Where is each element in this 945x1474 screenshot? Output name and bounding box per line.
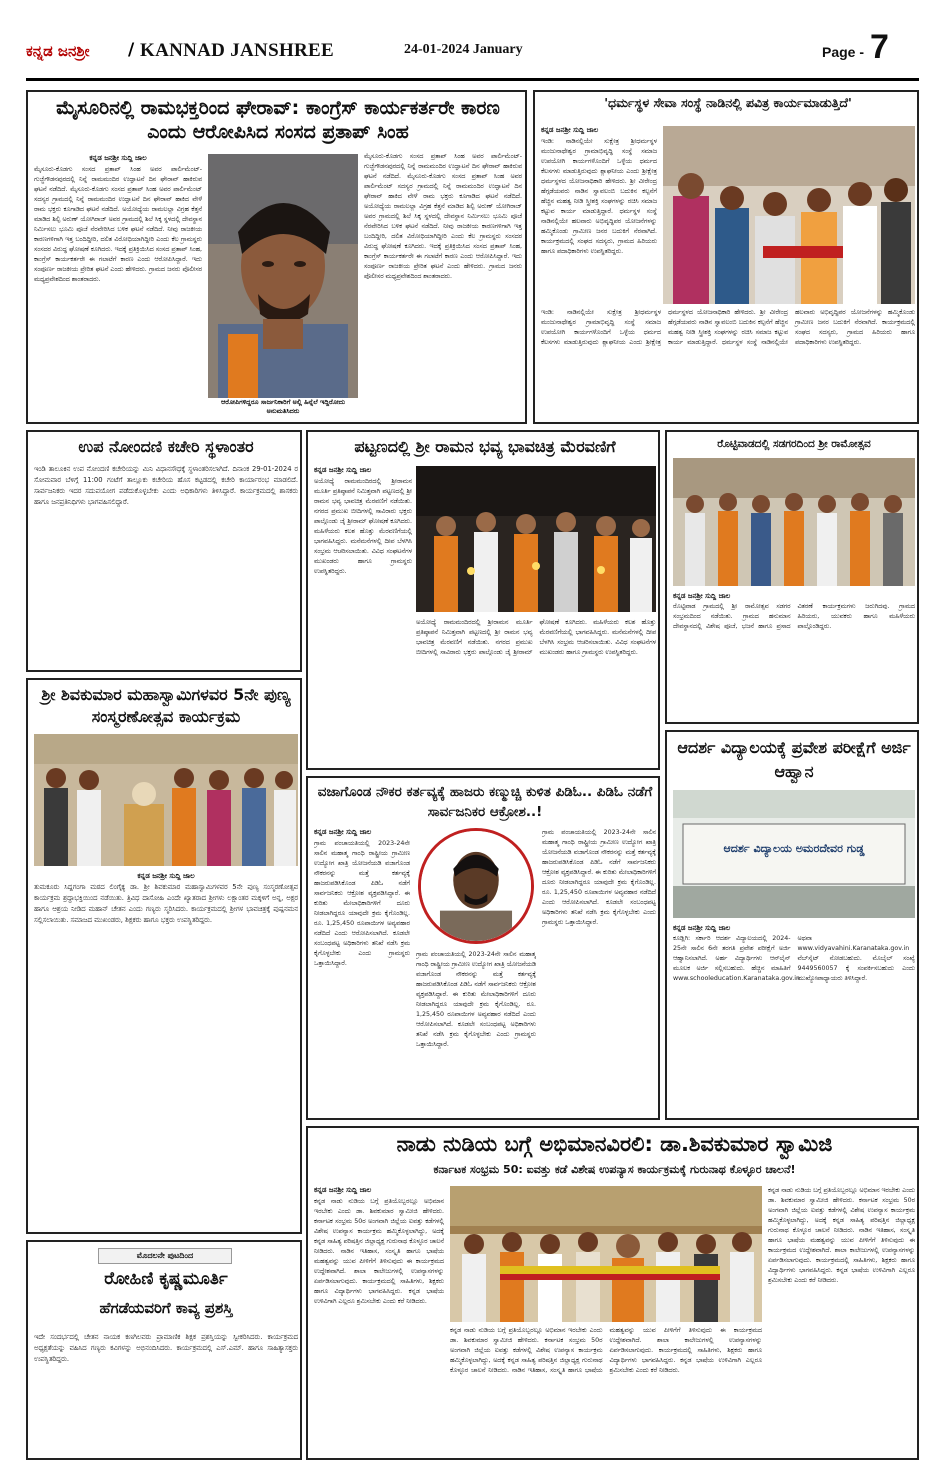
page-number: 7 xyxy=(870,28,889,66)
masthead-english-title: KANNAD JANSHREE xyxy=(140,40,334,61)
article-nadu-nudi-byline: ಕನ್ನಡ ಜನಶ್ರೀ ಸುದ್ದಿ ಜಾಲ xyxy=(314,1186,372,1194)
article-adarsha xyxy=(665,730,919,1120)
article-pattana-headline: ಪಟ್ಟಣದಲ್ಲಿ ಶ್ರೀ ರಾಮನ ಭವ್ಯ ಭಾವಚಿತ್ರ ಮೆರವಣಿಗೆ xyxy=(354,437,616,456)
article-shivakumara-headline: ಶ್ರೀ ಶಿವಕುಮಾರ ಮಹಾಸ್ವಾಮಿಗಳವರ 5ನೇ ಪುಣ್ಯ ಸಂಸ್ಮರಣೋತ್ಸವ ಕಾರ್ಯಕ್ರಮ xyxy=(41,685,291,726)
article-rottiwada-byline: ಕನ್ನಡ ಜನಶ್ರೀ ಸುದ್ದಿ ಜಾಲ xyxy=(673,592,731,600)
employee-portrait xyxy=(418,828,534,944)
article-dharmasthala xyxy=(533,90,919,424)
article-dharmasthala-byline: ಕನ್ನಡ ಜನಶ್ರೀ ಸುದ್ದಿ ಜಾಲ xyxy=(541,126,599,134)
procession-photo xyxy=(416,466,656,612)
article-pattana-body-left: ಅಯೋಧ್ಯೆ ರಾಮಮಂದಿರದಲ್ಲಿ ಶ್ರೀರಾಮನ ಮೂರ್ತಿ ಪ್ರತಿಷ್ಠಾಪನೆ ನಿಮಿತ್ತವಾಗಿ ಪಟ್ಟಣದಲ್ಲಿ ಶ್ರೀ ರಾಮನ ಭವ್ಯ ಭಾವಚಿತ್ರ ಮೆರವಣಿಗೆ ನಡೆಯಿತು. ನಗರದ ಪ್ರಮುಖ ಬೀದಿಗಳಲ್ಲಿ ಸಾವಿರಾರು ಭಕ್ತರು ಪಾಲ್ಗೊಂಡು ಜೈ ಶ್ರೀರಾಮ್ ಘೋಷಣೆ ಕೂಗಿದರು. ಮಹಿಳೆಯರು ಕಲಶ ಹೊತ್ತು ಮೆರವಣಿಗೆಯಲ್ಲಿ ಭಾಗವಹಿಸಿದ್ದರು. ಮನೆಮನೆಗಳಲ್ಲಿ ದೀಪ ಬೆಳಗಿಸಿ ಸಂಭ್ರಮ ಆಚರಿಸಲಾಯಿತು. ವಿವಿಧ ಸಂಘಟನೆಗಳ ಮುಖಂಡರು ಹಾಗೂ ಗ್ರಾಮಸ್ಥರು ಉಪಸ್ಥಿತರಿದ್ದರು. xyxy=(314,478,412,575)
article-pattana-byline: ಕನ್ನಡ ಜನಶ್ರೀ ಸುದ್ದಿ ಜಾಲ xyxy=(314,466,372,474)
masthead-separator: / xyxy=(128,40,135,60)
article-mysuru-body-col1: ಮೈಸೂರು-ಕೊಡಗು ಸಂಸದ ಪ್ರತಾಪ್ ಸಿಂಹ ಅವರ ಪಾರ್ಲಿಮೆಂಟ್-ಗುಜ್ಜೆಗೌಡನಪುರದಲ್ಲಿ ನಿನ್ನೆ ರಾಮಮಂದಿರ ಉದ್ಘಾಟನೆ ದಿನ ಘೇರಾವ್ ಹಾಕಿರುವ ಘಟನೆ ನಡೆದಿದೆ. ಮೈಸೂರು-ಕೊಡಗು ಸಂಸದ ಪ್ರತಾಪ್ ಸಿಂಹ ಅವರ ಪಾರ್ಲಿಮೆಂಟ್ ಸದಸ್ಯರ ಗ್ರಾಮದಲ್ಲಿ ನಿನ್ನೆ ರಾಮಮಂದಿರ ಉದ್ಘಾಟನೆ ದಿನ ಘೇರಾವ್ ಹಾಕಿದ ವೇಳೆ ರಾಮ ಭಕ್ತರು ಕೂಗಾಡಿದ ಘಟನೆ ನಡೆದಿದೆ. ಅಯೋಧ್ಯೆಯ ರಾಮಲಲ್ಲಾ ವಿಗ್ರಹ ಕೆತ್ತನೆ ಮಾಡಿದ ಶಿಲ್ಪಿ ಅರುಣ್ ಯೋಗಿರಾಜ್ ಅವರ ಗ್ರಾಮದಲ್ಲಿ ಶಿಲೆ ಸಿಕ್ಕ ಸ್ಥಳದಲ್ಲಿ ದೇವಸ್ಥಾನ ನಿರ್ಮಿಸಲು ಭೂಮಿ ಪೂಜೆ ನೆರವೇರಿಸಿದ ಬಳಿಕ ಘಟನೆ ನಡೆದಿದೆ. ನೀವು ರಾಜಕೀಯ ಕಾರಣಗಳಿಗಾಗಿ ಇತ್ತ ಬಂದಿದ್ದೀರಿ, ದಲಿತ ವಿರೋಧಿಯಾಗಿದ್ದೀರಿ ಎಂದು ಕೆಲ ಗ್ರಾಮಸ್ಥರು ಸಂಸದರ ವಿರುದ್ಧ ಘೋಷಣೆ ಕೂಗಿದರು. ಇದಕ್ಕೆ ಪ್ರತಿಕ್ರಿಯಿಸಿದ ಸಂಸದ ಪ್ರತಾಪ್ ಸಿಂಹ, ಕಾಂಗ್ರೆಸ್ ಕಾರ್ಯಕರ್ತರೇ ಈ ಗಲಾಟೆಗೆ ಕಾರಣ ಎಂದು ಆರೋಪಿಸಿದ್ದಾರೆ. ಇದು ಸಂಪೂರ್ಣ ರಾಜಕೀಯ ಪ್ರೇರಿತ ಘಟನೆ ಎಂದು ಹೇಳಿದರು. ಗ್ರಾಮದ ಜನರು ಪೊಲೀಸರ ಮಧ್ಯಪ್ರವೇಶದಿಂದ ಶಾಂತರಾದರು. xyxy=(34,166,202,283)
article-nadu-nudi-subheadline: ಕರ್ನಾಟಕ ಸಂಭ್ರಮ 50: ಐವತ್ತು ಕಡೆ ವಿಶೇಷ ಉಪನ್ಯಾಸ ಕಾರ್ಯಕ್ರಮಕ್ಕೆ ಗುರುನಾಥ ಕೊಳ್ಳೂರ ಚಾಲನೆ! xyxy=(433,1163,796,1176)
page-label: Page - xyxy=(822,44,865,60)
article-mysuru xyxy=(26,90,527,424)
article-pattana-body-right: ಅಯೋಧ್ಯೆ ರಾಮಮಂದಿರದಲ್ಲಿ ಶ್ರೀರಾಮನ ಮೂರ್ತಿ ಪ್ರತಿಷ್ಠಾಪನೆ ನಿಮಿತ್ತವಾಗಿ ಪಟ್ಟಣದಲ್ಲಿ ಶ್ರೀ ರಾಮನ ಭವ್ಯ ಭಾವಚಿತ್ರ ಮೆರವಣಿಗೆ ನಡೆಯಿತು. ನಗರದ ಪ್ರಮುಖ ಬೀದಿಗಳಲ್ಲಿ ಸಾವಿರಾರು ಭಕ್ತರು ಪಾಲ್ಗೊಂಡು ಜೈ ಶ್ರೀರಾಮ್ ಘೋಷಣೆ ಕೂಗಿದರು. ಮಹಿಳೆಯರು ಕಲಶ ಹೊತ್ತು ಮೆರವಣಿಗೆಯಲ್ಲಿ ಭಾಗವಹಿಸಿದ್ದರು. ಮನೆಮನೆಗಳಲ್ಲಿ ದೀಪ ಬೆಳಗಿಸಿ ಸಂಭ್ರಮ ಆಚರಿಸಲಾಯಿತು. ವಿವಿಧ ಸಂಘಟನೆಗಳ ಮುಖಂಡರು ಹಾಗೂ ಗ್ರಾಮಸ್ಥರು ಉಪಸ್ಥಿತರಿದ್ದರು. xyxy=(416,619,656,656)
article-vajagonda-body-right: ಗ್ರಾಮ ಪಂಚಾಯತಿಯಲ್ಲಿ 2023-24ನೇ ಸಾಲಿನ ಮಹಾತ್ಮ ಗಾಂಧಿ ರಾಷ್ಟ್ರೀಯ ಗ್ರಾಮೀಣ ಉದ್ಯೋಗ ಖಾತ್ರಿ ಯೋಜನೆಯಡಿ ವಜಾಗೊಂಡ ನೌಕರನನ್ನು ಮತ್ತೆ ಕರ್ತವ್ಯಕ್ಕೆ ಹಾಜರುಪಡಿಸಿಕೊಂಡ ಪಿಡಿಓ ನಡೆಗೆ ಸಾರ್ವಜನಿಕರು ಆಕ್ರೋಶ ವ್ಯಕ್ತಪಡಿಸಿದ್ದಾರೆ. ಈ ಕುರಿತು ಮೇಲಾಧಿಕಾರಿಗಳಿಗೆ ದೂರು ನೀಡಲಾಗಿದ್ದರೂ ಯಾವುದೇ ಕ್ರಮ ಕೈಗೊಂಡಿಲ್ಲ. ರೂ. 1,25,450 ರೂಪಾಯಿಗಳ ಅವ್ಯವಹಾರ ನಡೆದಿದೆ ಎಂದು ಆರೋಪಿಸಲಾಗಿದೆ. ಕೂಡಲೇ ಸಂಬಂಧಪಟ್ಟ ಅಧಿಕಾರಿಗಳು ತನಿಖೆ ನಡೆಸಿ ಕ್ರಮ ಕೈಗೊಳ್ಳಬೇಕು ಎಂದು ಗ್ರಾಮಸ್ಥರು ಒತ್ತಾಯಿಸಿದ್ದಾರೆ. xyxy=(542,829,656,926)
rottiwada-group-photo xyxy=(673,458,915,586)
article-mysuru-body-col2: ಮೈಸೂರು-ಕೊಡಗು ಸಂಸದ ಪ್ರತಾಪ್ ಸಿಂಹ ಅವರ ಪಾರ್ಲಿಮೆಂಟ್-ಗುಜ್ಜೆಗೌಡನಪುರದಲ್ಲಿ ನಿನ್ನೆ ರಾಮಮಂದಿರ ಉದ್ಘಾಟನೆ ದಿನ ಘೇರಾವ್ ಹಾಕಿರುವ ಘಟನೆ ನಡೆದಿದೆ. ಮೈಸೂರು-ಕೊಡಗು ಸಂಸದ ಪ್ರತಾಪ್ ಸಿಂಹ ಅವರ ಪಾರ್ಲಿಮೆಂಟ್ ಸದಸ್ಯರ ಗ್ರಾಮದಲ್ಲಿ ನಿನ್ನೆ ರಾಮಮಂದಿರ ಉದ್ಘಾಟನೆ ದಿನ ಘೇರಾವ್ ಹಾಕಿದ ವೇಳೆ ರಾಮ ಭಕ್ತರು ಕೂಗಾಡಿದ ಘಟನೆ ನಡೆದಿದೆ. ಅಯೋಧ್ಯೆಯ ರಾಮಲಲ್ಲಾ ವಿಗ್ರಹ ಕೆತ್ತನೆ ಮಾಡಿದ ಶಿಲ್ಪಿ ಅರುಣ್ ಯೋಗಿರಾಜ್ ಅವರ ಗ್ರಾಮದಲ್ಲಿ ಶಿಲೆ ಸಿಕ್ಕ ಸ್ಥಳದಲ್ಲಿ ದೇವಸ್ಥಾನ ನಿರ್ಮಿಸಲು ಭೂಮಿ ಪೂಜೆ ನೆರವೇರಿಸಿದ ಬಳಿಕ ಘಟನೆ ನಡೆದಿದೆ. ನೀವು ರಾಜಕೀಯ ಕಾರಣಗಳಿಗಾಗಿ ಇತ್ತ ಬಂದಿದ್ದೀರಿ, ದಲಿತ ವಿರೋಧಿಯಾಗಿದ್ದೀರಿ ಎಂದು ಕೆಲ ಗ್ರಾಮಸ್ಥರು ಸಂಸದರ ವಿರುದ್ಧ ಘೋಷಣೆ ಕೂಗಿದರು. ಇದಕ್ಕೆ ಪ್ರತಿಕ್ರಿಯಿಸಿದ ಸಂಸದ ಪ್ರತಾಪ್ ಸಿಂಹ, ಕಾಂಗ್ರೆಸ್ ಕಾರ್ಯಕರ್ತರೇ ಈ ಗಲಾಟೆಗೆ ಕಾರಣ ಎಂದು ಆರೋಪಿಸಿದ್ದಾರೆ. ಇದು ಸಂಪೂರ್ಣ ರಾಜಕೀಯ ಪ್ರೇರಿತ ಘಟನೆ ಎಂದು ಹೇಳಿದರು. ಗ್ರಾಮದ ಜನರು ಪೊಲೀಸರ ಮಧ್ಯಪ್ರವೇಶದಿಂದ ಶಾಂತರಾದರು. xyxy=(364,153,522,280)
article-shivakumara-byline: ಕನ್ನಡ ಜನಶ್ರೀ ಸುದ್ದಿ ಜಾಲ xyxy=(137,872,195,880)
article-sub-registrar-headline: ಉಪ ನೋಂದಣಿ ಕಚೇರಿ ಸ್ಥಳಾಂತರ xyxy=(78,437,254,456)
article-dharmasthala-body-left: ಇಂಡಿ: ನಾಡಿನಲ್ಲಿಯೇ ಸುಕ್ಷೇತ್ರ ಶ್ರೀಧರ್ಮಸ್ಥಳ ಮಂಜುನಾಥೇಶ್ವರ ಗ್ರಾಮಾಭಿವೃದ್ಧಿ ಸಂಸ್ಥೆ ಸಮಾಜ ಉಪಯೋಗಿ ಕಾರ್ಯಗಳೊಂದಿಗೆ ಒಳ್ಳೆಯ ಧರ್ಮದ ಕೆಲಸಗಳು ಮಾಡುತ್ತಿರುವುದು ಶ್ಲಾಘನೀಯ ಎಂದು ಶ್ರೀಕ್ಷೇತ್ರ ಧರ್ಮಸ್ಥಳದ ಯೋಜನಾಧಿಕಾರಿ ಹೇಳಿದರು. ಶ್ರೀ ವೀರೇಂದ್ರ ಹೆಗ್ಗಡೆಯವರು ನಾಡಿನ ಸ್ವಾವಲಂಬಿ ಬದುಕಿನ ಕಲ್ಪನೆಗೆ ಹೆಚ್ಚಿನ ಮಹತ್ವ ನೀಡಿ ಸ್ತ್ರೀಶಕ್ತಿ ಸಂಘಗಳನ್ನು ರಚಿಸಿ ಸಮಾಜ ಕಟ್ಟುವ ಕಾರ್ಯ ಮಾಡುತ್ತಿದ್ದಾರೆ. ಧರ್ಮಸ್ಥಳ ಸಂಸ್ಥೆ ನಾಡಿನಲ್ಲಿಯೇ ಹಲವಾರು ಅಭಿವೃದ್ಧಿಪರ ಯೋಜನೆಗಳನ್ನು ಹಮ್ಮಿಕೊಂಡು ಗ್ರಾಮೀಣ ಜನರ ಬದುಕಿಗೆ ನೆರವಾಗಿದೆ. ಕಾರ್ಯಕ್ರಮದಲ್ಲಿ ಸಂಘದ ಸದಸ್ಯರು, ಗ್ರಾಮದ ಹಿರಿಯರು ಹಾಗೂ ಪದಾಧಿಕಾರಿಗಳು ಉಪಸ್ಥಿತರಿದ್ದರು. xyxy=(541,138,657,255)
adarsha-sign-text: ಆದರ್ಶ ವಿದ್ಯಾಲಯ ಅಮರದೇವರ ಗುಡ್ಡ xyxy=(723,842,865,855)
article-sub-registrar xyxy=(26,430,302,672)
article-shivakumara xyxy=(26,678,302,1234)
masthead-date: 24-01-2024 January xyxy=(404,42,523,57)
article-mysuru-byline: ಕನ್ನಡ ಜನಶ್ರೀ ಸುದ್ದಿ ಜಾಲ xyxy=(89,154,147,162)
article-nadu-nudi-body-right: ಕನ್ನಡ ನಾಡು ನುಡಿಯ ಬಗ್ಗೆ ಪ್ರತಿಯೊಬ್ಬರಲ್ಲೂ ಅಭಿಮಾನ ಇರಬೇಕು ಎಂದು ಡಾ. ಶಿವಕುಮಾರ ಸ್ವಾಮೀಜಿ ಹೇಳಿದರು. ಕರ್ನಾಟಕ ಸಂಭ್ರಮ 50ರ ಅಂಗವಾಗಿ ಜಿಲ್ಲೆಯ ಐವತ್ತು ಕಡೆಗಳಲ್ಲಿ ವಿಶೇಷ ಉಪನ್ಯಾಸ ಕಾರ್ಯಕ್ರಮ ಹಮ್ಮಿಕೊಳ್ಳಲಾಗಿದ್ದು, ಅದಕ್ಕೆ ಕನ್ನಡ ಸಾಹಿತ್ಯ ಪರಿಷತ್ತಿನ ಜಿಲ್ಲಾಧ್ಯಕ್ಷ ಗುರುನಾಥ ಕೊಳ್ಳೂರ ಚಾಲನೆ ನೀಡಿದರು. ನಾಡಿನ ಇತಿಹಾಸ, ಸಂಸ್ಕೃತಿ ಹಾಗೂ ಭಾಷೆಯ ಮಹತ್ವವನ್ನು ಯುವ ಪೀಳಿಗೆಗೆ ತಿಳಿಸುವುದು ಈ ಕಾರ್ಯಕ್ರಮದ ಉದ್ದೇಶವಾಗಿದೆ. ಶಾಲಾ ಕಾಲೇಜುಗಳಲ್ಲಿ ಉಪನ್ಯಾಸಗಳನ್ನು ಏರ್ಪಡಿಸಲಾಗುವುದು. ಕಾರ್ಯಕ್ರಮದಲ್ಲಿ ಸಾಹಿತಿಗಳು, ಶಿಕ್ಷಕರು ಹಾಗೂ ವಿದ್ಯಾರ್ಥಿಗಳು ಭಾಗವಹಿಸಿದ್ದರು. ಕನ್ನಡ ಭಾಷೆಯ ಉಳಿವಿಗಾಗಿ ಎಲ್ಲರೂ ಶ್ರಮಿಸಬೇಕು ಎಂದು ಕರೆ ನೀಡಿದರು. xyxy=(768,1187,915,1284)
masthead-kannada-title: ಕನ್ನಡ ಜನಶ್ರೀ xyxy=(26,42,90,60)
article-rohini xyxy=(26,1240,302,1460)
article-adarsha-byline: ಕನ್ನಡ ಜನಶ್ರೀ ಸುದ್ದಿ ಜಾಲ xyxy=(673,924,731,932)
article-rohini-ribbon: ಮೊದಲನೇ ಪುಟದಿಂದ xyxy=(98,1248,232,1264)
article-pattana xyxy=(306,430,660,770)
masthead xyxy=(26,28,894,76)
dharmasthala-event-photo xyxy=(663,126,915,304)
nadu-nudi-event-photo xyxy=(450,1186,762,1322)
article-rottiwada-headline: ರೊಟ್ಟಿವಾಡದಲ್ಲಿ ಸಡಗರದಿಂದ ಶ್ರೀ ರಾಮೋತ್ಸವ xyxy=(717,438,871,450)
article-vajagonda xyxy=(306,776,660,1120)
article-mysuru-headline: ಮೈಸೂರಿನಲ್ಲಿ ರಾಮಭಕ್ತರಿಂದ ಘೇರಾವ್: ಕಾಂಗ್ರೆಸ್ ಕಾರ್ಯಕರ್ತರೇ ಕಾರಣ ಎಂದು ಆರೋಪಿಸಿದ ಸಂಸದ ಪ್ರತಾಪ್ ಸಿಂಹ xyxy=(56,97,500,143)
article-adarsha-body: ಕೂಡ್ಲಿಗಿ: ಸರ್ಕಾರಿ ಆದರ್ಶ ವಿದ್ಯಾಲಯದಲ್ಲಿ 2024-25ನೇ ಸಾಲಿನ 6ನೇ ತರಗತಿ ಪ್ರವೇಶ ಪರೀಕ್ಷೆಗೆ ಅರ್ಜಿ ಆಹ್ವಾನಿಸಲಾಗಿದೆ. ಅರ್ಹ ವಿದ್ಯಾರ್ಥಿಗಳು ಆನ್‌ಲೈನ್ ಮೂಲಕ ಅರ್ಜಿ ಸಲ್ಲಿಸಬಹುದು. ಹೆಚ್ಚಿನ ಮಾಹಿತಿಗೆ www.schooleducation.Karanataka.gov.in ಅಥವಾ www.vidyavahini.Karanataka.gov.in ವೆಬ್‌ಸೈಟ್ ನೋಡಬಹುದು. ಮೊಬೈಲ್ ಸಂಖ್ಯೆ 9449560057 ಕ್ಕೆ ಸಂಪರ್ಕಿಸಬಹುದು ಎಂದು ಮುಖ್ಯೋಪಾಧ್ಯಾಯರು ತಿಳಿಸಿದ್ದಾರೆ. xyxy=(673,935,915,982)
article-vajagonda-body-left: ಗ್ರಾಮ ಪಂಚಾಯತಿಯಲ್ಲಿ 2023-24ನೇ ಸಾಲಿನ ಮಹಾತ್ಮ ಗಾಂಧಿ ರಾಷ್ಟ್ರೀಯ ಗ್ರಾಮೀಣ ಉದ್ಯೋಗ ಖಾತ್ರಿ ಯೋಜನೆಯಡಿ ವಜಾಗೊಂಡ ನೌಕರನನ್ನು ಮತ್ತೆ ಕರ್ತವ್ಯಕ್ಕೆ ಹಾಜರುಪಡಿಸಿಕೊಂಡ ಪಿಡಿಓ ನಡೆಗೆ ಸಾರ್ವಜನಿಕರು ಆಕ್ರೋಶ ವ್ಯಕ್ತಪಡಿಸಿದ್ದಾರೆ. ಈ ಕುರಿತು ಮೇಲಾಧಿಕಾರಿಗಳಿಗೆ ದೂರು ನೀಡಲಾಗಿದ್ದರೂ ಯಾವುದೇ ಕ್ರಮ ಕೈಗೊಂಡಿಲ್ಲ. ರೂ. 1,25,450 ರೂಪಾಯಿಗಳ ಅವ್ಯವಹಾರ ನಡೆದಿದೆ ಎಂದು ಆರೋಪಿಸಲಾಗಿದೆ. ಕೂಡಲೇ ಸಂಬಂಧಪಟ್ಟ ಅಧಿಕಾರಿಗಳು ತನಿಖೆ ನಡೆಸಿ ಕ್ರಮ ಕೈಗೊಳ್ಳಬೇಕು ಎಂದು ಗ್ರಾಮಸ್ಥರು ಒತ್ತಾಯಿಸಿದ್ದಾರೆ. xyxy=(314,840,410,967)
shivakumara-event-photo xyxy=(34,734,298,866)
article-dharmasthala-body-bottom: ಇಂಡಿ: ನಾಡಿನಲ್ಲಿಯೇ ಸುಕ್ಷೇತ್ರ ಶ್ರೀಧರ್ಮಸ್ಥಳ ಮಂಜುನಾಥೇಶ್ವರ ಗ್ರಾಮಾಭಿವೃದ್ಧಿ ಸಂಸ್ಥೆ ಸಮಾಜ ಉಪಯೋಗಿ ಕಾರ್ಯಗಳೊಂದಿಗೆ ಒಳ್ಳೆಯ ಧರ್ಮದ ಕೆಲಸಗಳು ಮಾಡುತ್ತಿರುವುದು ಶ್ಲಾಘನೀಯ ಎಂದು ಶ್ರೀಕ್ಷೇತ್ರ ಧರ್ಮಸ್ಥಳದ ಯೋಜನಾಧಿಕಾರಿ ಹೇಳಿದರು. ಶ್ರೀ ವೀರೇಂದ್ರ ಹೆಗ್ಗಡೆಯವರು ನಾಡಿನ ಸ್ವಾವಲಂಬಿ ಬದುಕಿನ ಕಲ್ಪನೆಗೆ ಹೆಚ್ಚಿನ ಮಹತ್ವ ನೀಡಿ ಸ್ತ್ರೀಶಕ್ತಿ ಸಂಘಗಳನ್ನು ರಚಿಸಿ ಸಮಾಜ ಕಟ್ಟುವ ಕಾರ್ಯ ಮಾಡುತ್ತಿದ್ದಾರೆ. ಧರ್ಮಸ್ಥಳ ಸಂಸ್ಥೆ ನಾಡಿನಲ್ಲಿಯೇ ಹಲವಾರು ಅಭಿವೃದ್ಧಿಪರ ಯೋಜನೆಗಳನ್ನು ಹಮ್ಮಿಕೊಂಡು ಗ್ರಾಮೀಣ ಜನರ ಬದುಕಿಗೆ ನೆರವಾಗಿದೆ. ಕಾರ್ಯಕ್ರಮದಲ್ಲಿ ಸಂಘದ ಸದಸ್ಯರು, ಗ್ರಾಮದ ಹಿರಿಯರು ಹಾಗೂ ಪದಾಧಿಕಾರಿಗಳು ಉಪಸ್ಥಿತರಿದ್ದರು. xyxy=(541,309,915,346)
article-rottiwada xyxy=(665,430,919,724)
article-dharmasthala-headline: 'ಧರ್ಮಸ್ಥಳ ಸೇವಾ ಸಂಸ್ಥೆ ನಾಡಿನಲ್ಲಿ ಪವಿತ್ರ ಕಾರ್ಯಮಾಡುತ್ತಿದೆ' xyxy=(604,95,852,110)
article-vajagonda-headline: ವಜಾಗೊಂಡ ನೌಕರ ಕರ್ತವ್ಯಕ್ಕೆ ಹಾಜರು ಕಣ್ಮುಚ್ಚಿ ಕುಳಿತ ಪಿಡಿಓ.. ಪಿಡಿಓ ನಡೆಗೆ ಸಾರ್ವಜನಿಕರ ಆಕ್ರೋಶ..! xyxy=(317,784,653,820)
article-rohini-headline-line2: ಹೆಗಡೆಯವರಿಗೆ ಕಾವ್ಯ ಪ್ರಶಸ್ತಿ xyxy=(99,1299,233,1317)
article-rohini-body: ಇದೇ ಸಂದರ್ಭದಲ್ಲಿ ಚೇತನ ನಾಯಕ ಕಣಗಿಲವರು ಪ್ರಾಮಾಣಿಕ ಶಿಕ್ಷಕ ಪ್ರಶಸ್ತಿಯನ್ನು ಸ್ವೀಕರಿಸಿದರು. ಕಾರ್ಯಕ್ರಮದ ಅಧ್ಯಕ್ಷತೆಯನ್ನು ವಹಿಸಿದ ಗಣ್ಯರು ಕವಿಗಳನ್ನು ಅಭಿನಂದಿಸಿದರು. ಕಾರ್ಯಕ್ರಮದಲ್ಲಿ ಎಸ್.ಎಮ್. ಹಾಗೂ ಸಾಹಿತ್ಯಾಸಕ್ತರು ಉಪಸ್ಥಿತರಿದ್ದರು. xyxy=(34,1333,298,1363)
pratap-simha-photo xyxy=(208,154,358,416)
article-mysuru-photo-caption: ಆರೋಪಿಗಳಿದ್ದರೂ ಸಾರ್ಜನಿಕಾರಿಗೆ ಅಲ್ಲಿ ಹಿನ್ನೆಲೆ ಇದ್ದಿರೋದು ಅನುಮತಿಸಿದರು xyxy=(208,398,358,416)
article-nadu-nudi xyxy=(306,1126,919,1460)
masthead-rule xyxy=(26,78,919,81)
article-sub-registrar-body: ಇಂಡಿ ತಾಲೂಕಿನ ಉಪ ನೋಂದಣಿ ಕಚೇರಿಯನ್ನು ಮಿನಿ ವಿಧಾನಸೌಧಕ್ಕೆ ಸ್ಥಳಾಂತರಿಸಲಾಗಿದೆ. ದಿನಾಂಕ 29-01-2024 ರ ಸೋಮವಾರ ಬೆಳಿಗ್ಗೆ 11:00 ಗಂಟೆಗೆ ತಾಲ್ಲೂಕು ಕಚೇರಿಯ ಹೊಸ ಕಟ್ಟಡದಲ್ಲಿ ಕಚೇರಿ ಕಾರ್ಯಾರಂಭ ಮಾಡಲಿದೆ. ಸಾರ್ವಜನಿಕರು ಇದರ ಸದುಪಯೋಗ ಪಡೆದುಕೊಳ್ಳಬೇಕು ಎಂದು ಅಧಿಕಾರಿಗಳು ತಿಳಿಸಿದ್ದಾರೆ. ಕಾರ್ಯಕ್ರಮದಲ್ಲಿ ಶಾಸಕರು ಹಾಗೂ ಜನಪ್ರತಿನಿಧಿಗಳು ಭಾಗವಹಿಸಲಿದ್ದಾರೆ. xyxy=(34,465,298,506)
article-nadu-nudi-headline: ನಾಡು ನುಡಿಯ ಬಗ್ಗೆ ಅಭಿಮಾನವಿರಲಿ: ಡಾ.ಶಿವಕುಮಾರ ಸ್ವಾಮಿಜಿ xyxy=(396,1132,833,1156)
article-rohini-headline-line1: ರೋಹಿಣಿ ಕೃಷ್ಣಮೂರ್ತಿ xyxy=(104,1269,228,1289)
article-vajagonda-byline: ಕನ್ನಡ ಜನಶ್ರೀ ಸುದ್ದಿ ಜಾಲ xyxy=(314,828,372,836)
article-nadu-nudi-body-bottom: ಕನ್ನಡ ನಾಡು ನುಡಿಯ ಬಗ್ಗೆ ಪ್ರತಿಯೊಬ್ಬರಲ್ಲೂ ಅಭಿಮಾನ ಇರಬೇಕು ಎಂದು ಡಾ. ಶಿವಕುಮಾರ ಸ್ವಾಮೀಜಿ ಹೇಳಿದರು. ಕರ್ನಾಟಕ ಸಂಭ್ರಮ 50ರ ಅಂಗವಾಗಿ ಜಿಲ್ಲೆಯ ಐವತ್ತು ಕಡೆಗಳಲ್ಲಿ ವಿಶೇಷ ಉಪನ್ಯಾಸ ಕಾರ್ಯಕ್ರಮ ಹಮ್ಮಿಕೊಳ್ಳಲಾಗಿದ್ದು, ಅದಕ್ಕೆ ಕನ್ನಡ ಸಾಹಿತ್ಯ ಪರಿಷತ್ತಿನ ಜಿಲ್ಲಾಧ್ಯಕ್ಷ ಗುರುನಾಥ ಕೊಳ್ಳೂರ ಚಾಲನೆ ನೀಡಿದರು. ನಾಡಿನ ಇತಿಹಾಸ, ಸಂಸ್ಕೃತಿ ಹಾಗೂ ಭಾಷೆಯ ಮಹತ್ವವನ್ನು ಯುವ ಪೀಳಿಗೆಗೆ ತಿಳಿಸುವುದು ಈ ಕಾರ್ಯಕ್ರಮದ ಉದ್ದೇಶವಾಗಿದೆ. ಶಾಲಾ ಕಾಲೇಜುಗಳಲ್ಲಿ ಉಪನ್ಯಾಸಗಳನ್ನು ಏರ್ಪಡಿಸಲಾಗುವುದು. ಕಾರ್ಯಕ್ರಮದಲ್ಲಿ ಸಾಹಿತಿಗಳು, ಶಿಕ್ಷಕರು ಹಾಗೂ ವಿದ್ಯಾರ್ಥಿಗಳು ಭಾಗವಹಿಸಿದ್ದರು. ಕನ್ನಡ ಭಾಷೆಯ ಉಳಿವಿಗಾಗಿ ಎಲ್ಲರೂ ಶ್ರಮಿಸಬೇಕು ಎಂದು ಕರೆ ನೀಡಿದರು. xyxy=(450,1327,762,1374)
article-adarsha-headline: ಆದರ್ಶ ವಿದ್ಯಾಲಯಕ್ಕೆ ಪ್ರವೇಶ ಪರೀಕ್ಷೆಗೆ ಅರ್ಜಿ ಆಹ್ವಾನ xyxy=(677,738,911,781)
article-shivakumara-body: ತುಮಕೂರು ಸಿದ್ದಗಂಗಾ ಮಠದ ಲಿಂಗೈಕ್ಯ ಡಾ. ಶ್ರೀ ಶಿವಕುಮಾರ ಮಹಾಸ್ವಾಮಿಗಳವರ 5ನೇ ಪುಣ್ಯ ಸಂಸ್ಮರಣೋತ್ಸವ ಕಾರ್ಯಕ್ರಮ ಶ್ರದ್ಧಾಭಕ್ತಿಯಿಂದ ನಡೆಯಿತು. ತ್ರಿವಿಧ ದಾಸೋಹಿ ಎಂದೇ ಖ್ಯಾತರಾದ ಶ್ರೀಗಳು ಲಕ್ಷಾಂತರ ಮಕ್ಕಳಿಗೆ ಅನ್ನ, ಅಕ್ಷರ ಹಾಗೂ ಆಶ್ರಯ ನೀಡಿದ ಮಹಾನ್ ಚೇತನ ಎಂದು ಗಣ್ಯರು ಸ್ಮರಿಸಿದರು. ಕಾರ್ಯಕ್ರಮದಲ್ಲಿ ಶ್ರೀಗಳ ಭಾವಚಿತ್ರಕ್ಕೆ ಪುಷ್ಪನಮನ ಸಲ್ಲಿಸಲಾಯಿತು. ಸಮಾಜದ ಮುಖಂಡರು, ಶಿಕ್ಷಕರು ಹಾಗೂ ಭಕ್ತರು ಉಪಸ್ಥಿತರಿದ್ದರು. xyxy=(34,883,298,924)
adarsha-school-photo xyxy=(673,790,915,918)
article-rottiwada-body: ರೊಟ್ಟಿವಾಡ ಗ್ರಾಮದಲ್ಲಿ ಶ್ರೀ ರಾಮೋತ್ಸವ ಸಡಗರ ಸಂಭ್ರಮದಿಂದ ನಡೆಯಿತು. ಗ್ರಾಮದ ಹನುಮಾನ ದೇವಸ್ಥಾನದಲ್ಲಿ ವಿಶೇಷ ಪೂಜೆ, ಭಜನೆ ಹಾಗೂ ಪ್ರಸಾದ ವಿತರಣೆ ಕಾರ್ಯಕ್ರಮಗಳು ಜರುಗಿದವು. ಗ್ರಾಮದ ಹಿರಿಯರು, ಯುವಕರು ಹಾಗೂ ಮಹಿಳೆಯರು ಪಾಲ್ಗೊಂಡಿದ್ದರು. xyxy=(673,603,915,630)
article-vajagonda-body-mid: ಗ್ರಾಮ ಪಂಚಾಯತಿಯಲ್ಲಿ 2023-24ನೇ ಸಾಲಿನ ಮಹಾತ್ಮ ಗಾಂಧಿ ರಾಷ್ಟ್ರೀಯ ಗ್ರಾಮೀಣ ಉದ್ಯೋಗ ಖಾತ್ರಿ ಯೋಜನೆಯಡಿ ವಜಾಗೊಂಡ ನೌಕರನನ್ನು ಮತ್ತೆ ಕರ್ತವ್ಯಕ್ಕೆ ಹಾಜರುಪಡಿಸಿಕೊಂಡ ಪಿಡಿಓ ನಡೆಗೆ ಸಾರ್ವಜನಿಕರು ಆಕ್ರೋಶ ವ್ಯಕ್ತಪಡಿಸಿದ್ದಾರೆ. ಈ ಕುರಿತು ಮೇಲಾಧಿಕಾರಿಗಳಿಗೆ ದೂರು ನೀಡಲಾಗಿದ್ದರೂ ಯಾವುದೇ ಕ್ರಮ ಕೈಗೊಂಡಿಲ್ಲ. ರೂ. 1,25,450 ರೂಪಾಯಿಗಳ ಅವ್ಯವಹಾರ ನಡೆದಿದೆ ಎಂದು ಆರೋಪಿಸಲಾಗಿದೆ. ಕೂಡಲೇ ಸಂಬಂಧಪಟ್ಟ ಅಧಿಕಾರಿಗಳು ತನಿಖೆ ನಡೆಸಿ ಕ್ರಮ ಕೈಗೊಳ್ಳಬೇಕು ಎಂದು ಗ್ರಾಮಸ್ಥರು ಒತ್ತಾಯಿಸಿದ್ದಾರೆ. xyxy=(416,951,536,1048)
article-nadu-nudi-body-left: ಕನ್ನಡ ನಾಡು ನುಡಿಯ ಬಗ್ಗೆ ಪ್ರತಿಯೊಬ್ಬರಲ್ಲೂ ಅಭಿಮಾನ ಇರಬೇಕು ಎಂದು ಡಾ. ಶಿವಕುಮಾರ ಸ್ವಾಮೀಜಿ ಹೇಳಿದರು. ಕರ್ನಾಟಕ ಸಂಭ್ರಮ 50ರ ಅಂಗವಾಗಿ ಜಿಲ್ಲೆಯ ಐವತ್ತು ಕಡೆಗಳಲ್ಲಿ ವಿಶೇಷ ಉಪನ್ಯಾಸ ಕಾರ್ಯಕ್ರಮ ಹಮ್ಮಿಕೊಳ್ಳಲಾಗಿದ್ದು, ಅದಕ್ಕೆ ಕನ್ನಡ ಸಾಹಿತ್ಯ ಪರಿಷತ್ತಿನ ಜಿಲ್ಲಾಧ್ಯಕ್ಷ ಗುರುನಾಥ ಕೊಳ್ಳೂರ ಚಾಲನೆ ನೀಡಿದರು. ನಾಡಿನ ಇತಿಹಾಸ, ಸಂಸ್ಕೃತಿ ಹಾಗೂ ಭಾಷೆಯ ಮಹತ್ವವನ್ನು ಯುವ ಪೀಳಿಗೆಗೆ ತಿಳಿಸುವುದು ಈ ಕಾರ್ಯಕ್ರಮದ ಉದ್ದೇಶವಾಗಿದೆ. ಶಾಲಾ ಕಾಲೇಜುಗಳಲ್ಲಿ ಉಪನ್ಯಾಸಗಳನ್ನು ಏರ್ಪಡಿಸಲಾಗುವುದು. ಕಾರ್ಯಕ್ರಮದಲ್ಲಿ ಸಾಹಿತಿಗಳು, ಶಿಕ್ಷಕರು ಹಾಗೂ ವಿದ್ಯಾರ್ಥಿಗಳು ಭಾಗವಹಿಸಿದ್ದರು. ಕನ್ನಡ ಭಾಷೆಯ ಉಳಿವಿಗಾಗಿ ಎಲ್ಲರೂ ಶ್ರಮಿಸಬೇಕು ಎಂದು ಕರೆ ನೀಡಿದರು. xyxy=(314,1198,444,1305)
